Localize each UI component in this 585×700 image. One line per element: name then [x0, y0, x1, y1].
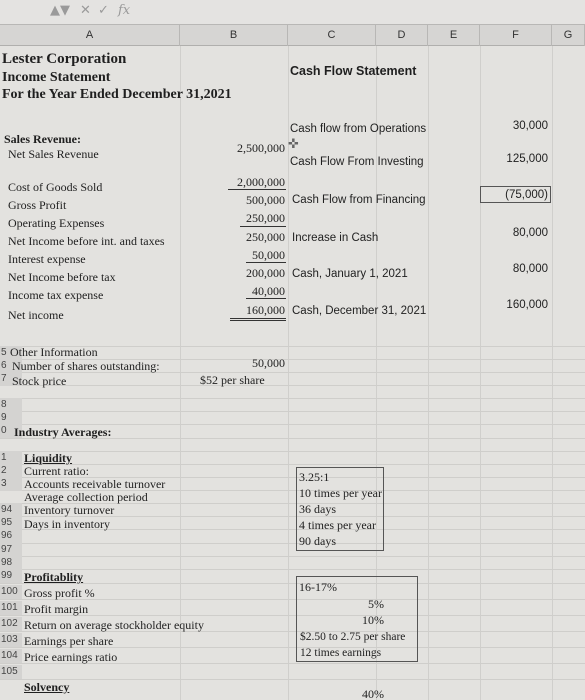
row-number[interactable]: 101 — [0, 601, 22, 615]
row-number[interactable]: 103 — [0, 633, 22, 647]
cash-flow-value[interactable]: 160,000 — [506, 299, 548, 311]
ratio-value[interactable]: 10 times per year — [299, 486, 382, 500]
subtotal-underline — [240, 226, 286, 227]
income-line-value[interactable]: 500,000 — [246, 193, 285, 207]
ratio-label: Earnings per share — [24, 634, 114, 648]
ratio-value[interactable]: 16-17% — [299, 580, 337, 594]
income-line-label: Interest expense — [8, 252, 86, 266]
ratio-value[interactable]: 12 times earnings — [300, 647, 382, 659]
total-double-underline — [230, 320, 286, 321]
row-number[interactable]: 104 — [0, 649, 22, 663]
ratio-label: Return on average stockholder equity — [24, 618, 204, 632]
cash-flow-value[interactable]: (75,000) — [505, 189, 548, 201]
gridline — [0, 556, 585, 557]
formula-bar — [0, 0, 585, 24]
income-line-value[interactable]: 250,000 — [246, 211, 285, 225]
shares-label: Number of shares outstanding: — [12, 359, 160, 373]
total-double-underline — [230, 318, 286, 319]
column-header-d[interactable]: D — [376, 25, 428, 46]
gridline — [0, 385, 585, 386]
row-number[interactable]: 5 — [0, 346, 22, 360]
column-header-f[interactable]: F — [480, 25, 552, 46]
income-line-value[interactable]: 40,000 — [252, 284, 285, 298]
income-line-label: Net income — [8, 308, 64, 322]
row-number[interactable]: 98 — [0, 556, 22, 570]
gridline — [0, 543, 585, 544]
stock-price-label: Stock price — [12, 374, 67, 388]
ratio-label: Days in inventory — [24, 517, 110, 531]
gridline — [0, 398, 585, 399]
cash-flow-value[interactable]: 125,000 — [506, 153, 548, 165]
subtotal-underline — [228, 189, 286, 190]
confirm-icon[interactable]: ✓ — [98, 3, 109, 18]
ratio-label: Profit margin — [24, 602, 89, 616]
gridline — [552, 46, 553, 700]
cash-flow-label: Cash Flow From Investing — [290, 156, 424, 168]
ratio-value[interactable]: 40% — [362, 687, 384, 700]
column-header-bar — [0, 24, 585, 46]
income-line-label: Operating Expenses — [8, 216, 105, 230]
row-number[interactable]: 9 — [0, 411, 22, 425]
ratio-value[interactable]: 90 days — [299, 534, 336, 548]
column-header-b[interactable]: B — [180, 25, 288, 46]
other-info-title: Other Information — [10, 345, 98, 359]
ratio-label: Gross profit % — [24, 586, 95, 600]
ratio-value[interactable]: 5% — [368, 597, 384, 611]
cash-flow-label: Cash, January 1, 2021 — [292, 268, 408, 280]
row-number[interactable]: 6 — [0, 359, 22, 373]
gridline — [0, 583, 585, 584]
gridline — [428, 46, 429, 700]
ratio-value[interactable]: 36 days — [299, 502, 336, 516]
cash-flow-value[interactable]: 80,000 — [512, 227, 548, 239]
spreadsheet-grid[interactable] — [0, 46, 585, 700]
column-header-c[interactable]: C — [288, 25, 376, 46]
gridline — [0, 451, 585, 452]
row-number[interactable]: 96 — [0, 529, 22, 543]
function-label[interactable]: fx — [118, 3, 131, 18]
row-number[interactable]: 99 — [0, 569, 22, 583]
column-header-g[interactable]: G — [552, 25, 585, 46]
income-line-label: Net Income before int. and taxes — [8, 234, 165, 248]
cash-flow-label: Cash, December 31, 2021 — [292, 305, 427, 317]
sales-revenue-label: Sales Revenue: — [4, 132, 81, 146]
cash-flow-label: Cash Flow from Financing — [292, 194, 426, 206]
cell-cursor-icon: ✜ — [288, 137, 299, 152]
row-number[interactable]: 105 — [0, 665, 22, 679]
gridline — [0, 569, 585, 570]
shares-value[interactable]: 50,000 — [252, 356, 285, 370]
subtotal-underline — [246, 262, 286, 263]
income-line-value[interactable]: 200,000 — [246, 266, 285, 280]
row-number[interactable]: 94 — [0, 503, 22, 517]
cash-flow-label: Cash flow from Operations — [290, 123, 427, 135]
name-box-stepper-icon[interactable]: ▲▼ — [50, 3, 70, 18]
ratio-value[interactable]: 3.25:1 — [299, 470, 330, 484]
cash-flow-value[interactable]: 80,000 — [512, 263, 548, 275]
solvency-title: Solvency — [24, 680, 70, 694]
ratio-label: Inventory turnover — [24, 503, 115, 517]
row-number[interactable]: 1 — [0, 451, 22, 465]
row-number[interactable]: 97 — [0, 543, 22, 557]
ratio-label: Current ratio: — [24, 464, 89, 478]
row-number[interactable]: 8 — [0, 398, 22, 412]
row-number[interactable]: 3 — [0, 477, 22, 491]
ratio-value[interactable]: $2.50 to 2.75 per share — [300, 631, 406, 643]
row-number[interactable]: 102 — [0, 617, 22, 631]
row-number[interactable]: 95 — [0, 516, 22, 530]
statement-title: Income Statement — [2, 70, 111, 85]
gridline — [0, 679, 585, 680]
income-line-label: Net Income before tax — [8, 270, 116, 284]
row-number[interactable]: 100 — [0, 585, 22, 599]
income-line-label: Gross Profit — [8, 198, 67, 212]
income-line-label: Cost of Goods Sold — [8, 180, 103, 194]
row-number[interactable]: 2 — [0, 464, 22, 478]
cancel-icon[interactable]: ✕ — [80, 3, 91, 18]
income-line-label: Net Sales Revenue — [8, 147, 99, 161]
ratio-value[interactable]: 10% — [362, 613, 384, 627]
liquidity-title: Liquidity — [24, 451, 73, 465]
company-name: Lester Corporation — [2, 51, 127, 67]
stock-price-value[interactable]: $52 per share — [200, 373, 265, 387]
cash-flow-title: Cash Flow Statement — [290, 64, 417, 78]
ratio-value[interactable]: 4 times per year — [299, 518, 376, 532]
income-line-value[interactable]: 160,000 — [246, 303, 285, 317]
income-line-value[interactable]: 50,000 — [252, 248, 285, 262]
income-line-value[interactable]: 2,000,000 — [237, 175, 285, 189]
column-header-e[interactable]: E — [428, 25, 480, 46]
ratio-label: Accounts receivable turnover — [24, 477, 166, 491]
income-line-value[interactable]: 2,500,000 — [237, 141, 285, 155]
income-line-label: Income tax expense — [8, 288, 104, 302]
gridline — [480, 46, 481, 700]
ratio-label: Price earnings ratio — [24, 650, 118, 664]
cash-flow-label: Increase in Cash — [292, 232, 379, 244]
income-line-value[interactable]: 250,000 — [246, 230, 285, 244]
gridline — [0, 411, 585, 412]
row-number[interactable]: 7 — [0, 372, 22, 386]
cash-flow-value[interactable]: 30,000 — [512, 120, 548, 132]
industry-averages-title: Industry Averages: — [14, 425, 112, 439]
column-header-a[interactable]: A — [0, 25, 180, 46]
ratio-label: Average collection period — [24, 490, 148, 504]
subtotal-underline — [246, 298, 286, 299]
row-number[interactable]: 0 — [0, 424, 22, 438]
statement-period: For the Year Ended December 31,2021 — [2, 87, 232, 102]
profitability-title: Profitablity — [24, 570, 84, 584]
